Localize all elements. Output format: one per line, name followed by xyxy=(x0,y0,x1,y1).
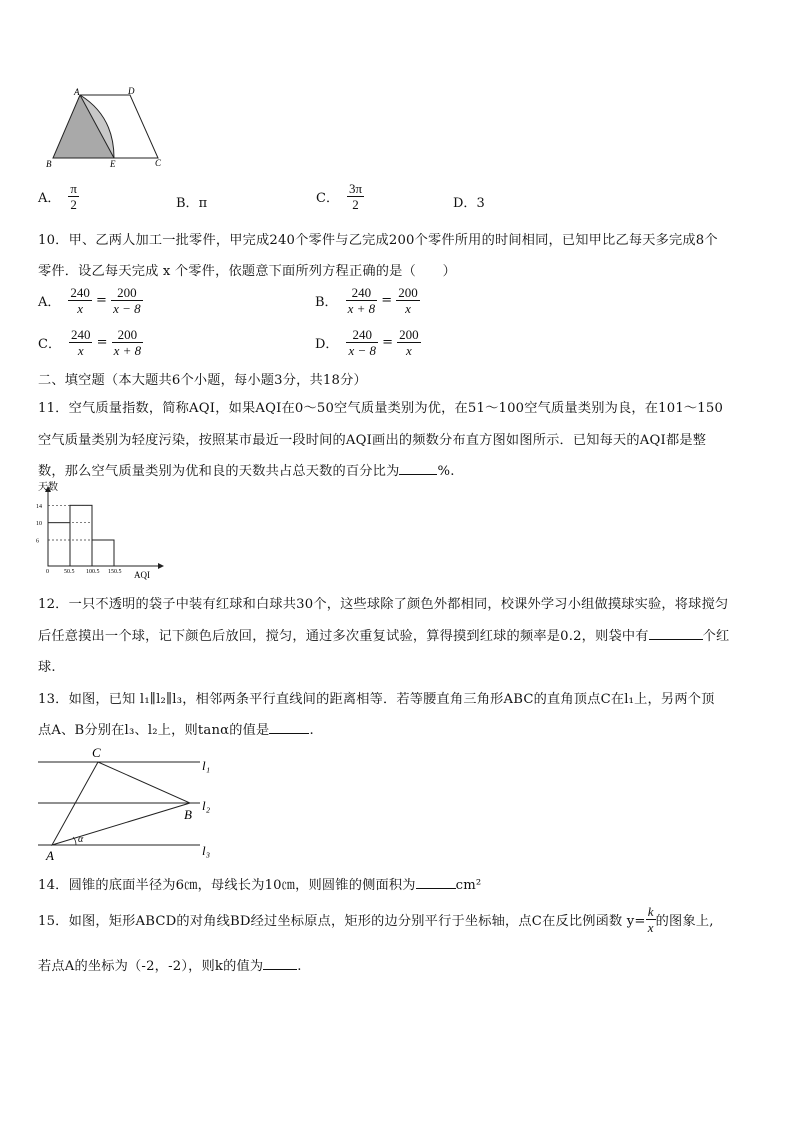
q9-option-c: C． $\frac{3\pi}{2}$ xyxy=(316,181,363,212)
q14-line: 14．圆锥的底面半径为6㎝，母线长为10㎝，则圆锥的侧面积为 cm² xyxy=(38,878,482,893)
y-tick-label: 14 xyxy=(36,503,42,510)
label-b: B xyxy=(184,807,192,822)
q13-figure xyxy=(34,744,224,862)
answer-blank[interactable] xyxy=(416,876,456,889)
q10-option-c: C． $\frac{240}{x}$ = $\frac{200}{x + 8}$ xyxy=(38,327,142,358)
q9-figure xyxy=(44,86,174,172)
q10-option-b: B． $\frac{240}{x + 8}$ = $\frac{200}{x}$ xyxy=(315,285,418,316)
histogram-bar xyxy=(92,540,114,566)
y-tick-label: 6 xyxy=(36,538,39,545)
q12-line3: 球. xyxy=(38,660,56,675)
x-axis-label: AQI xyxy=(134,570,150,580)
x-tick-label: 0 xyxy=(46,569,49,575)
histogram-bar xyxy=(48,523,70,566)
label-alpha: α xyxy=(78,834,84,845)
q15-line1: 15．如图，矩形ABCD的对角线BD经过坐标原点，矩形的边分别平行于坐标轴，点C在反比例函数 y= $\frac{k}{x}$ 的图象上, xyxy=(38,904,714,935)
answer-blank[interactable] xyxy=(263,957,297,970)
q11-line1: 11．空气质量指数，简称AQI，如果AQI在0～50空气质量类别为优，在51～100空气质量类别为良，在101～150 xyxy=(38,401,724,416)
label-b: B xyxy=(46,159,52,169)
x-tick-label: 100.5 xyxy=(86,569,100,575)
q10-option-a: A． $\frac{240}{x}$ = $\frac{200}{x - 8}$ xyxy=(38,285,141,316)
x-tick-label: 50.5 xyxy=(64,569,75,575)
label-l1: l₁ xyxy=(202,758,211,773)
x-tick-label: 150.5 xyxy=(108,569,122,575)
answer-blank[interactable] xyxy=(649,627,703,640)
q9-option-d: D．3 xyxy=(453,196,485,211)
label-l3: l₃ xyxy=(202,843,211,858)
label-c: C xyxy=(155,158,162,168)
label-d: D xyxy=(128,86,135,96)
x-axis-arrow xyxy=(158,563,164,569)
q11-line3: 数，那么空气质量类别为优和良的天数共占总天数的百分比为 %. xyxy=(38,464,455,479)
q9-option-a: A． $\frac{\pi}{2}$ xyxy=(38,181,77,212)
label-a: A xyxy=(46,848,54,862)
q12-line2: 后任意摸出一个球，记下颜色后放回，搅匀，通过多次重复试验，算得摸到红球的频率是0.2，则袋中有 个红 xyxy=(38,629,730,644)
section-heading: 二、填空题（本大题共6个小题，每小题3分，共18分） xyxy=(38,373,367,388)
q12-line1: 12．一只不透明的袋子中装有红球和白球共30个，这些球除了颜色外都相同，校课外学习小组做摸球实验，将球搅匀 xyxy=(38,597,729,612)
q10-line1: 10．甲、乙两人加工一批零件，甲完成240个零件与乙完成200个零件所用的时间相同，已知甲比乙每天多完成8个 xyxy=(38,233,718,248)
q10-line2: 零件．设乙每天完成 x 个零件，依题意下面所列方程正确的是（ ） xyxy=(38,264,457,279)
y-axis-label: 天数 xyxy=(38,482,58,493)
answer-blank[interactable] xyxy=(269,721,309,734)
q13-line2: 点A、B分别在l₃、l₂上，则tanα的值是 . xyxy=(38,723,314,738)
label-l2: l₂ xyxy=(202,798,211,813)
histogram-bar xyxy=(70,505,92,566)
q9-option-b: B．π xyxy=(176,196,208,211)
aqi-histogram xyxy=(30,480,170,584)
label-c: C xyxy=(92,745,101,760)
q15-line2: 若点A的坐标为（-2，-2），则k的值为 . xyxy=(38,959,302,974)
answer-blank[interactable] xyxy=(399,462,437,475)
q13-line1: 13．如图，已知 l₁∥l₂∥l₃，相邻两条平行直线间的距离相等．若等腰直角三角形ABC的直角顶点C在l₁上，另两个顶 xyxy=(38,692,715,707)
y-tick-label: 10 xyxy=(36,521,42,528)
label-e: E xyxy=(110,159,116,169)
label-a: A xyxy=(74,87,80,97)
q11-line2: 空气质量类别为轻度污染，按照某市最近一段时间的AQI画出的频数分布直方图如图所示．已知每天的AQI都是整 xyxy=(38,433,707,448)
q10-option-d: D． $\frac{240}{x - 8}$ = $\frac{200}{x}$ xyxy=(315,327,419,358)
